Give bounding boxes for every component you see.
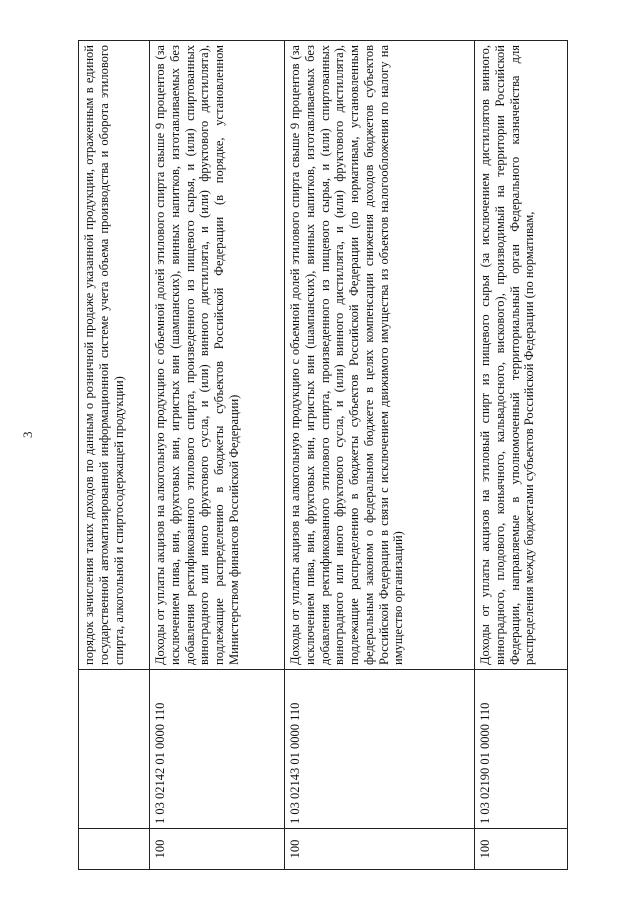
budget-code-cell: 1 03 02142 01 0000 110 [150, 670, 285, 829]
revenue-classification-table [78, 40, 568, 870]
page-number: 3 [20, 431, 35, 438]
revenue-classification-table-sheet [78, 40, 567, 870]
revenue-name-cell: Доходы от уплаты акцизов на алкогольную продукцию с объемной долей этилового спирта свыше 9 процентов (за исключением пива, вин, фруктовых вин, игристых вин (шампанских), винных напитков, изготавливаемых без добавления ректификованного этилового спирта, произведенного из пищевого сырья, и (или) спиртованных виноградного или иного фруктового сусла, и (или) винного дистиллята, и (или) фруктового дистиллята), подлежащие распределению в бюджеты субъектов Российской Федерации (в порядке, установленном Министерством финансов Российской Федерации) [150, 41, 285, 670]
revenue-name-cell: порядок зачисления таких доходов по данным о розничной продаже указанной продукции, отраженным в единой государственной автоматизированной информационной системе учета объема производства и оборота этилового спирта, алкогольной и спиртосодержащей продукции) [79, 41, 150, 670]
revenue-name-cell: Доходы от уплаты акцизов на алкогольную продукцию с объемной долей этилового спирта свыше 9 процентов (за исключением пива, вин, фруктовых вин, игристых вин (шампанских), винных напитков, изготавливаемых без добавления ректификованного этилового спирта, произведенного из пищевого сырья, и (или) спиртованных виноградного или иного фруктового сусла, и (или) винного дистиллята, и (или) фруктового дистиллята), подлежащие распределению в бюджеты субъектов Российской Федерации (по нормативам, установленным федеральным законом о федеральном бюджете в целях компенсации снижения доходов бюджетов субъектов Российской Федерации в связи с исключением движимого имущества из объектов налогообложения по налогу на имущество организаций) [285, 41, 475, 670]
admin-code-cell: 100 [285, 829, 475, 870]
table-row [475, 41, 568, 870]
admin-code-cell [79, 829, 150, 870]
revenue-name-cell: Доходы от уплаты акцизов на этиловый спирт из пищевого сырья (за исключением дистиллятов винного, виноградного, плодового, коньячного, кальвадосного, вискового), производимый на территории Российской Федерации, направляемые в уполномоченный территориальный орган Федерального казначейства для распределения между бюджетами субъектов Российской Федерации (по нормативам, [475, 41, 568, 670]
table-row [285, 41, 475, 870]
admin-code-cell: 100 [475, 829, 568, 870]
table-row [150, 41, 285, 870]
budget-code-cell: 1 03 02143 01 0000 110 [285, 670, 475, 829]
admin-code-cell: 100 [150, 829, 285, 870]
budget-code-cell [79, 670, 150, 829]
table-row [79, 41, 150, 870]
budget-code-cell: 1 03 02190 01 0000 110 [475, 670, 568, 829]
